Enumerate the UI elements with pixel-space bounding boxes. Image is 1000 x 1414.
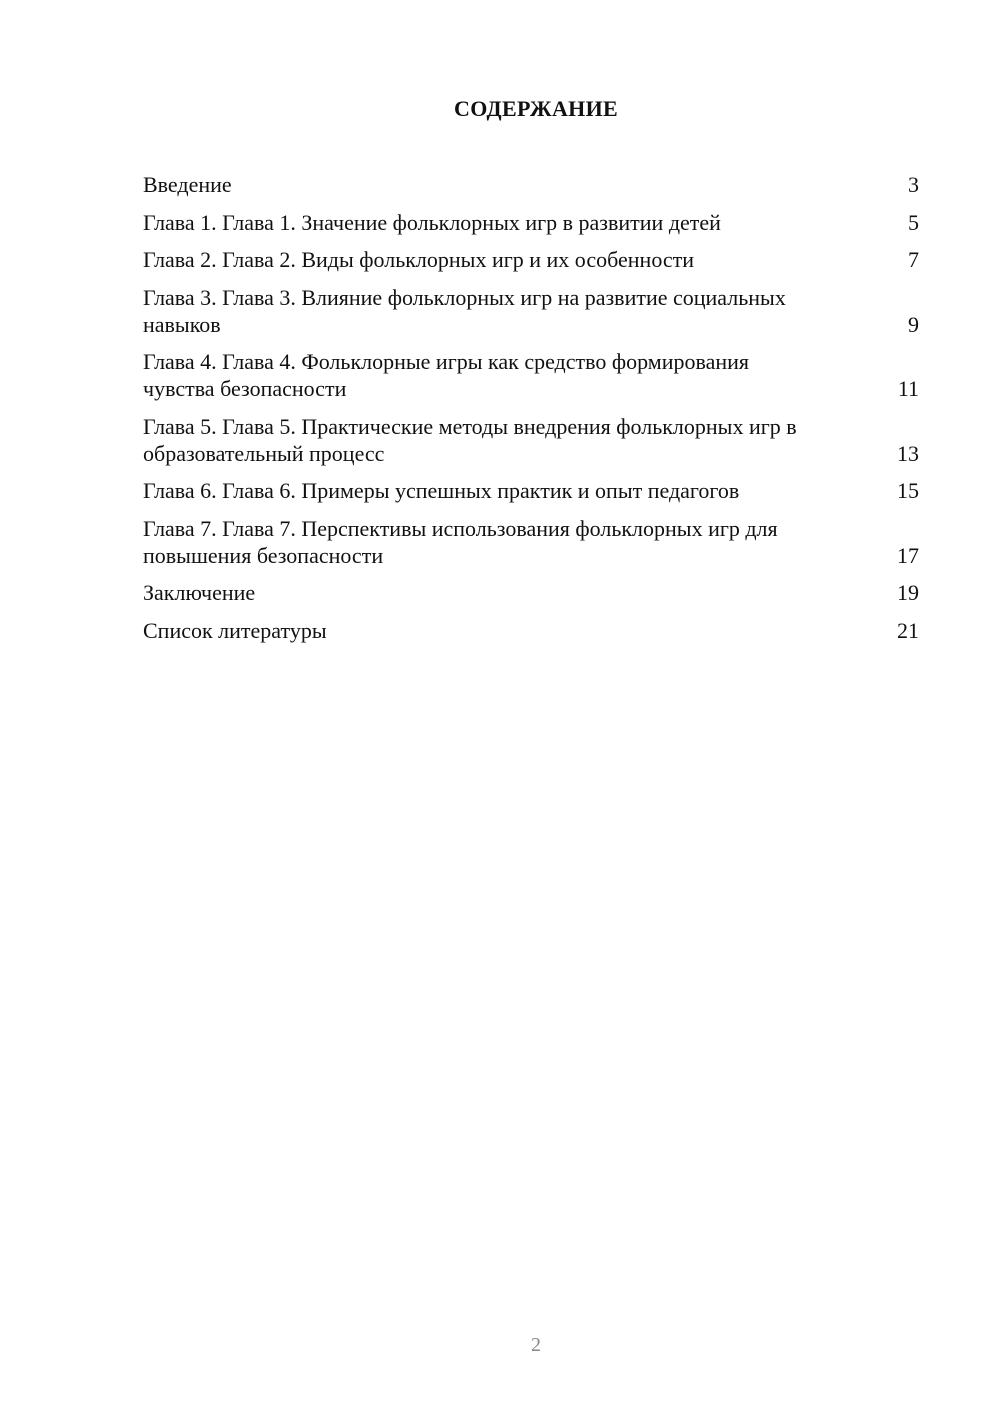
toc-entry-title: Глава 4. Глава 4. Фольклорные игры как средство формирования чувства безопасности	[143, 349, 750, 401]
toc-entry-page: 9	[908, 311, 919, 337]
toc-entry[interactable]	[143, 209, 919, 236]
toc-entry[interactable]	[143, 413, 919, 467]
toc-entry-page: 15	[897, 478, 919, 503]
toc-entry-page: 19	[897, 580, 919, 605]
toc-entry[interactable]	[143, 284, 919, 338]
toc-entry-page: 13	[897, 440, 919, 466]
page-title: СОДЕРЖАНИЕ	[454, 96, 618, 121]
toc-entry-title: Глава 6. Глава 6. Примеры успешных практик и опыт педагогов	[143, 478, 740, 503]
toc-entry-page: 21	[897, 617, 919, 643]
table-of-contents	[143, 171, 919, 654]
toc-entry-page: 5	[908, 209, 919, 235]
toc-entry[interactable]	[143, 579, 919, 606]
toc-entry[interactable]	[143, 617, 919, 644]
toc-entry-title: Глава 7. Глава 7. Перспективы использования фольклорных игр для повышения безопасности	[143, 515, 778, 568]
toc-entry[interactable]	[143, 348, 919, 402]
toc-entry-title: Введение	[143, 172, 232, 197]
toc-entry-page: 7	[908, 247, 919, 272]
toc-entry-title: Глава 5. Глава 5. Практические методы внедрения фольклорных игр в образовательный процесс	[143, 413, 797, 466]
page-number: 2	[531, 1334, 541, 1356]
toc-entry-page: 17	[897, 542, 919, 568]
toc-entry-title: Глава 3. Глава 3. Влияние фольклорных игр на развитие социальных навыков	[143, 284, 786, 337]
toc-entry-title: Список литературы	[143, 617, 327, 643]
toc-entry-title: Глава 2. Глава 2. Виды фольклорных игр и их особенности	[143, 247, 695, 272]
toc-entry[interactable]	[143, 246, 919, 273]
toc-entry[interactable]	[143, 477, 919, 504]
toc-entry-title: Глава 1. Глава 1. Значение фольклорных игр в развитии детей	[143, 209, 721, 235]
toc-entry[interactable]	[143, 515, 919, 569]
toc-entry-title: Заключение	[143, 580, 256, 605]
toc-entry-page: 3	[908, 172, 919, 197]
toc-entry-page: 11	[897, 376, 919, 401]
toc-entry[interactable]	[143, 171, 919, 198]
